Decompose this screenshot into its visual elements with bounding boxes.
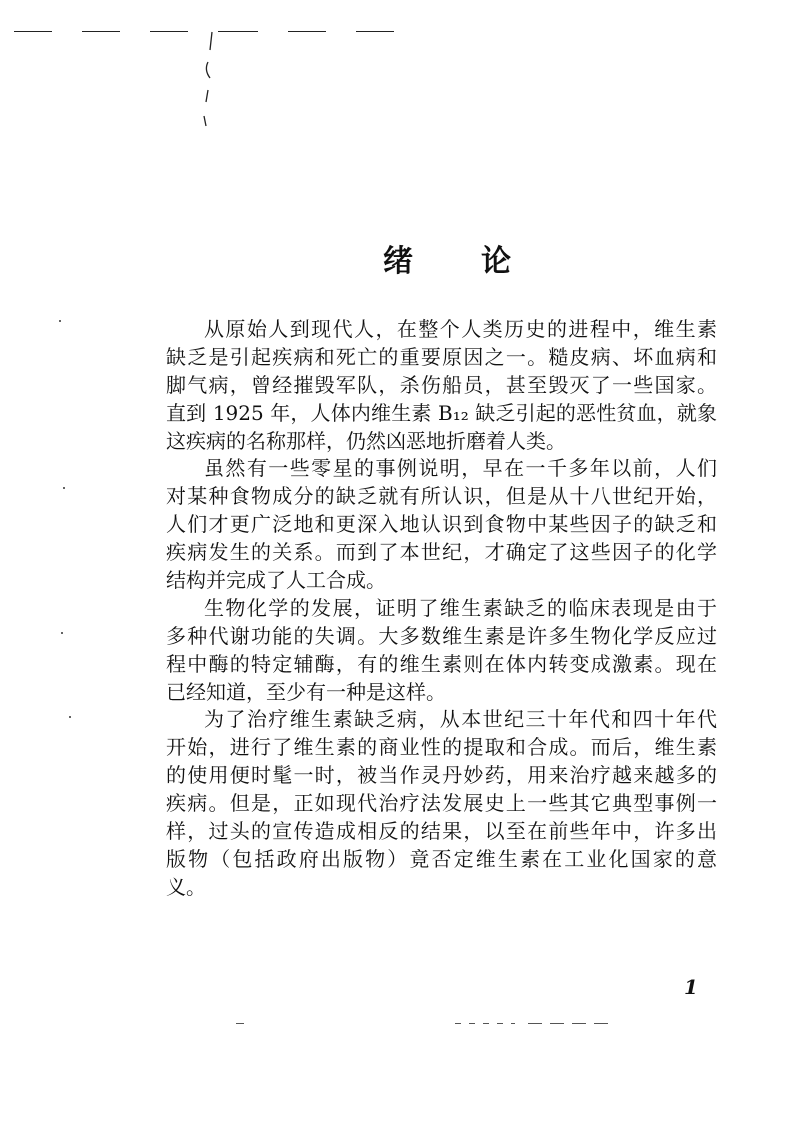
text-line: 生物化学的发展，证明了维生素缺乏的临床表现是由于 xyxy=(204,595,717,620)
scan-squiggle xyxy=(198,30,218,130)
scan-dot xyxy=(61,632,63,634)
text-line: 直到 1925 年，人体内维生素 B₁₂ 缺乏引起的恶性贫血，就象 xyxy=(166,400,717,425)
text-line: 对某种食物成分的缺乏就有所认识，但是从十八世纪开始， xyxy=(166,484,717,509)
scan-dash xyxy=(218,31,258,32)
chapter-title xyxy=(383,236,511,280)
text-line: 开始，进行了维生素的商业性的提取和合成。而后，维生素 xyxy=(166,735,717,760)
text-line: 这疾病的名称那样，仍然凶恶地折磨着人类。 xyxy=(166,428,566,453)
text-line: 程中酶的特定辅酶，有的维生素则在体内转变成激素。现在 xyxy=(166,651,717,676)
scan-dot xyxy=(69,716,71,718)
chapter-title-char: 绪 xyxy=(383,244,413,279)
text-line: 缺乏是引起疾病和死亡的重要原因之一。糙皮病、坏血病和 xyxy=(166,344,717,369)
scan-speck xyxy=(455,1023,515,1024)
paragraph xyxy=(166,706,717,901)
text-line: 疾病发生的关系。而到了本世纪，才确定了这些因子的化学 xyxy=(166,540,717,565)
paragraph xyxy=(166,595,717,707)
text-line: 多种代谢功能的失调。大多数维生素是许多生物化学反应过 xyxy=(166,623,717,648)
text-line: 疾病。但是，正如现代治疗法发展史上一些其它典型事例一 xyxy=(166,791,717,816)
scan-dash xyxy=(14,31,52,32)
text-line: 的使用便时髦一时，被当作灵丹妙药，用来治疗越来越多的 xyxy=(166,763,717,788)
text-line: 结构并完成了人工合成。 xyxy=(166,568,386,593)
chapter-title-char: 论 xyxy=(481,244,511,279)
text-line: 义。 xyxy=(166,874,206,899)
text-line: 虽然有一些零星的事例说明，早在一千多年以前，人们 xyxy=(204,456,717,481)
scan-speck xyxy=(236,1023,244,1024)
scan-dash xyxy=(150,31,188,32)
text-line: 样，过头的宣传造成相反的结果，以至在前些年中，许多出 xyxy=(166,819,717,844)
text-line: 已经知道，至少有一种是这样。 xyxy=(166,679,446,704)
text-line: 人们才更广泛地和更深入地认识到食物中某些因子的缺乏和 xyxy=(166,512,717,537)
scan-speck xyxy=(528,1023,608,1024)
scan-dash xyxy=(288,31,326,32)
text-line: 为了治疗维生素缺乏病，从本世纪三十年代和四十年代 xyxy=(204,707,717,732)
text-line: 版物（包括政府出版物）竟否定维生素在工业化国家的意 xyxy=(166,846,717,871)
paragraph xyxy=(166,455,717,594)
scan-dash xyxy=(356,31,394,32)
paragraph xyxy=(166,316,717,455)
page-number: 1 xyxy=(684,975,698,999)
text-line: 从原始人到现代人，在整个人类历史的进程中，维生素 xyxy=(204,317,717,341)
scan-dash xyxy=(82,31,120,32)
text-line: 脚气病，曾经摧毁军队，杀伤船员，甚至毁灭了一些国家。 xyxy=(166,372,717,397)
scan-dot xyxy=(63,487,65,489)
body-text xyxy=(166,316,717,902)
scan-dot xyxy=(59,320,61,322)
